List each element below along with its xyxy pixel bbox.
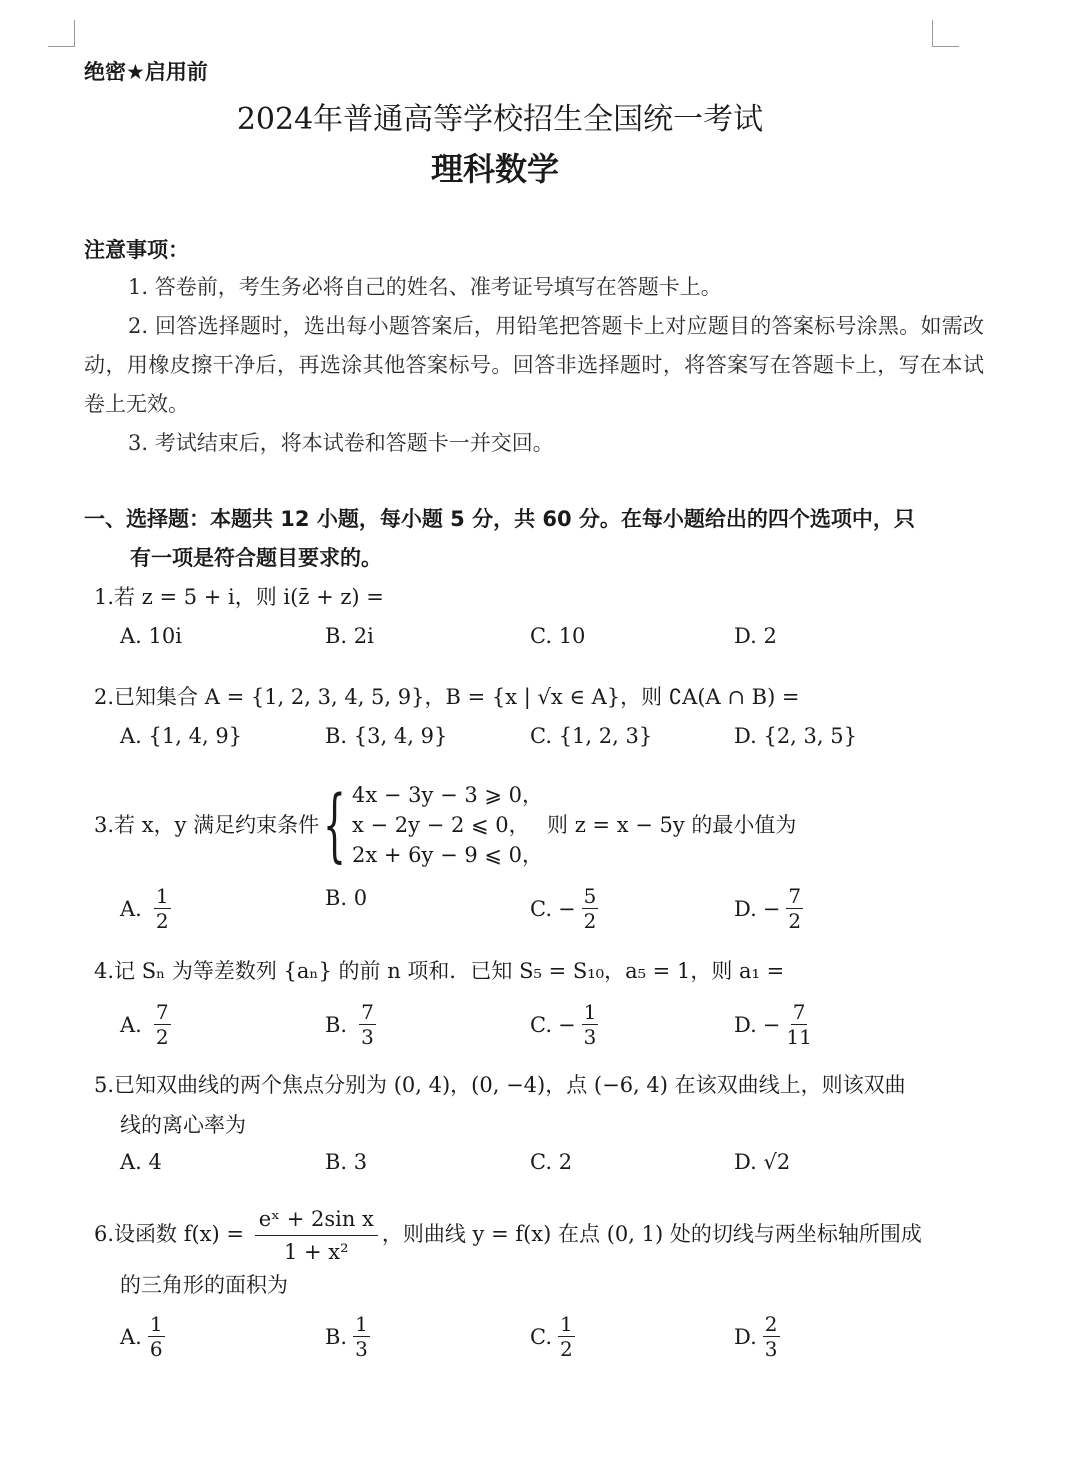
question-3-stem: 3. 若 x，y 满足约束条件 { 4x − 3y − 3 ⩾ 0， x − 2y − 2 ⩽ 0， 2x + 6y − 9 ⩽ 0， 则 z = x − 5y 的最小值为 bbox=[94, 778, 797, 871]
constraint-system: 4x − 3y − 3 ⩾ 0， x − 2y − 2 ⩽ 0， 2x + 6y − 9 ⩽ 0， bbox=[352, 783, 544, 867]
page-corner-mark-right bbox=[932, 20, 959, 47]
option-a[interactable]: A. $\frac{1}{6}$ bbox=[120, 1312, 163, 1361]
subject-title: 理科数学 bbox=[430, 150, 559, 188]
function-fraction: $\frac{\text{eˣ + 2sin x}}{\text{1 + x²}}$ bbox=[255, 1206, 378, 1265]
option-c[interactable]: C. 10 bbox=[530, 624, 586, 648]
notice-item-2: 2. 回答选择题时，选出每小题答案后，用铅笔把答题卡上对应题目的答案标号涂黑。如需改动，用橡皮擦干净后，再选涂其他答案标号。回答非选择题时，将答案写在答题卡上，写在本试卷上无效。 bbox=[84, 314, 984, 416]
question-6-stem-line2: 的三角形的面积为 bbox=[120, 1273, 288, 1297]
question-2-stem: 2.已知集合 A = {1, 2, 3, 4, 5, 9}，B = {x | √x ∈ A}，则 ∁A(A ∩ B) = bbox=[94, 685, 800, 709]
option-a[interactable]: A. {1, 4, 9} bbox=[120, 724, 243, 748]
question-4-options bbox=[120, 1000, 940, 1049]
option-c[interactable]: C. − $\frac{5}{2}$ bbox=[530, 884, 597, 933]
question-3-options bbox=[120, 884, 940, 933]
exam-title: 2024年普通高等学校招生全国统一考试 bbox=[236, 102, 764, 137]
option-d[interactable]: D. 2 bbox=[734, 624, 777, 648]
confidential-label: 绝密★启用前 bbox=[84, 60, 208, 84]
option-b[interactable]: B. {3, 4, 9} bbox=[325, 724, 448, 748]
question-6-stem: 6.设函数 f(x) = $\frac{\text{eˣ + 2sin x}}{\text{1 + x²}}$ ，则曲线 y = f(x) 在点 (0, 1) 处的切线与两坐标轴所围成 bbox=[94, 1207, 922, 1264]
question-1-stem: 1.若 z = 5 + i，则 i(z̄ + z) = bbox=[94, 585, 384, 609]
option-a[interactable]: A. $\frac{7}{2}$ bbox=[120, 1000, 169, 1049]
option-a[interactable]: A. 10i bbox=[120, 624, 182, 648]
left-brace-icon: { bbox=[323, 778, 347, 871]
option-b[interactable]: B. 2i bbox=[325, 624, 374, 648]
option-b[interactable]: B. $\frac{1}{3}$ bbox=[325, 1312, 368, 1361]
section-heading bbox=[84, 500, 964, 578]
option-a[interactable]: A. $\frac{1}{2}$ bbox=[120, 884, 169, 933]
question-1-options bbox=[120, 624, 940, 664]
option-c[interactable]: C. $\frac{1}{2}$ bbox=[530, 1312, 573, 1361]
option-c[interactable]: C. {1, 2, 3} bbox=[530, 724, 653, 748]
question-5-stem-line2: 线的离心率为 bbox=[120, 1113, 246, 1137]
notice-heading: 注意事项： bbox=[84, 238, 189, 262]
option-b[interactable]: B. 0 bbox=[325, 886, 368, 910]
question-6-options bbox=[120, 1312, 940, 1361]
option-c[interactable]: C. − $\frac{1}{3}$ bbox=[530, 1000, 597, 1049]
question-5-options bbox=[120, 1150, 940, 1190]
option-a[interactable]: A. 4 bbox=[120, 1150, 162, 1174]
option-d[interactable]: D. $\frac{2}{3}$ bbox=[734, 1312, 778, 1361]
option-c[interactable]: C. 2 bbox=[530, 1150, 573, 1174]
option-d[interactable]: D. − $\frac{7}{11}$ bbox=[734, 1000, 812, 1049]
option-b[interactable]: B. $\frac{7}{3}$ bbox=[325, 1000, 374, 1049]
question-2-options bbox=[120, 724, 940, 764]
option-d[interactable]: D. {2, 3, 5} bbox=[734, 724, 857, 748]
section-heading-line1: 一、选择题：本题共 12 小题，每小题 5 分，共 60 分。在每小题给出的四个选项中，只 bbox=[84, 507, 915, 531]
option-d[interactable]: D. − $\frac{7}{2}$ bbox=[734, 884, 802, 933]
page-corner-mark-left bbox=[48, 20, 75, 47]
notice-item-1: 1. 答卷前，考生务必将自己的姓名、准考证号填写在答题卡上。 bbox=[128, 275, 722, 299]
notice-item-3: 3. 考试结束后，将本试卷和答题卡一并交回。 bbox=[128, 431, 554, 455]
question-5-stem: 5.已知双曲线的两个焦点分别为 (0, 4)，(0, −4)，点 (−6, 4) 在该双曲线上，则该双曲 bbox=[94, 1073, 906, 1097]
section-heading-line2: 有一项是符合题目要求的。 bbox=[130, 546, 382, 570]
option-d[interactable]: D. √2 bbox=[734, 1150, 791, 1174]
option-b[interactable]: B. 3 bbox=[325, 1150, 368, 1174]
question-4-stem: 4.记 Sₙ 为等差数列 {aₙ} 的前 n 项和．已知 S₅ = S₁₀，a₅ = 1，则 a₁ = bbox=[94, 959, 785, 983]
